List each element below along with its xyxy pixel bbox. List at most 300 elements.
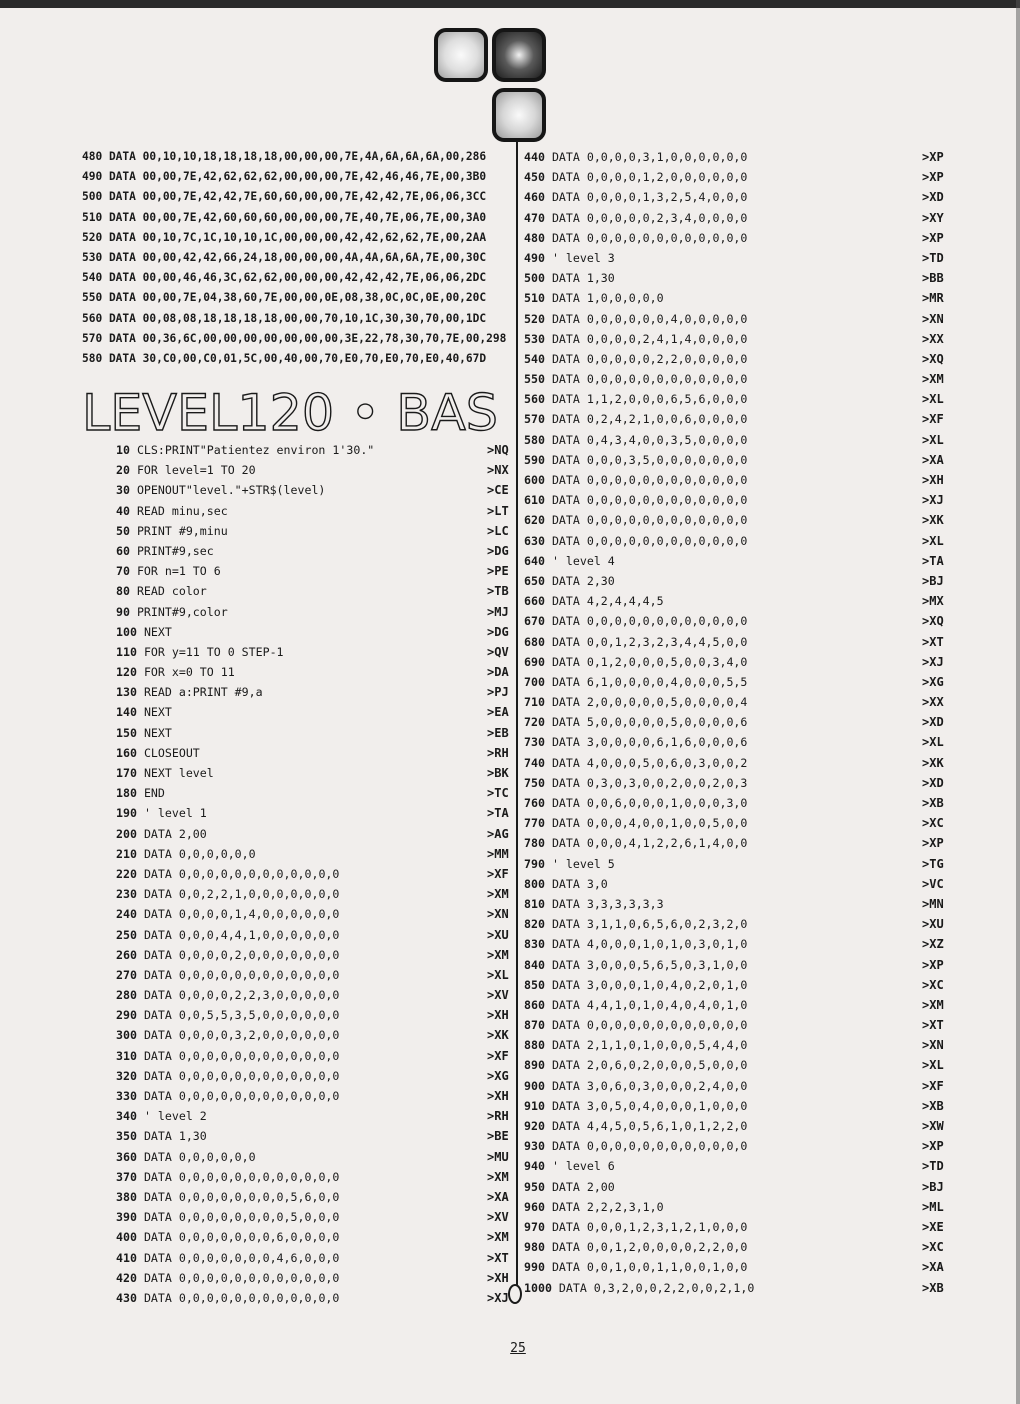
line-code: DATA 2,1,1,0,1,0,0,0,5,4,4,0 [551,1038,748,1053]
line-code: DATA 0,0,0,0,3,1,0,0,0,0,0,0 [551,150,748,164]
divider-end-loop [508,1284,522,1304]
line-number: 390 [116,1210,137,1225]
line-number: 640 [524,553,545,568]
line-code: DATA 0,0,0,0,0,0,0,0,0,0,0,0 [551,533,748,548]
code-line [524,1177,954,1197]
line-code: DATA 2,2,2,3,1,0 [551,1199,664,1214]
checksum: >BJ [922,573,944,588]
line-code: DATA 1,0,0,0,0,0 [551,291,664,306]
line-number: 420 [116,1270,137,1285]
line-number: 80 [116,584,130,599]
line-code: DATA 0,1,2,0,0,0,5,0,0,3,4,0 [551,654,748,669]
checksum: >XB [922,1280,944,1295]
line-code: FOR y=11 TO 0 STEP-1 [143,644,284,659]
line-number: 110 [116,644,137,659]
code-line [116,783,510,803]
line-number: 870 [524,1018,545,1033]
line-code: DATA 0,3,2,0,0,2,2,0,0,2,1,0 [558,1280,755,1295]
line-code: CLOSEOUT [143,745,200,760]
code-line [524,268,954,288]
code-line [524,591,954,611]
checksum: >XG [487,1068,509,1083]
checksum: >XH [922,473,944,487]
code-line [524,329,954,349]
code-line [524,248,954,268]
line-number: 940 [524,1159,545,1174]
line-number: 370 [116,1169,137,1184]
checksum: >TB [487,584,509,599]
checksum: >XL [922,1058,944,1073]
code-line [524,914,954,934]
checksum: >TG [922,856,944,871]
line-number: 570 [524,412,545,427]
line-code: DATA 0,0,0,0,0,0,0,0,5,0,0,0 [143,1210,340,1225]
checksum: >XV [487,1210,509,1225]
code-line [116,844,510,864]
checksum: >XV [487,988,509,1003]
line-number: 790 [524,856,545,871]
line-code: NEXT [143,624,172,639]
checksum: >XM [487,887,509,902]
code-line [524,531,954,551]
line-number: 240 [116,907,137,922]
line-number: 610 [524,493,545,508]
heading-text: LEVEL120 • BAS [82,386,498,434]
code-line [116,1147,510,1167]
checksum: >BE [487,1129,509,1144]
line-code: PRINT#9,sec [136,543,214,558]
line-code: DATA 0,0,0,0,0,0,0,0,0,0,0,0 [551,614,748,629]
code-line [116,723,510,743]
line-number: 920 [524,1119,545,1133]
code-line [116,1126,510,1146]
code-line [116,682,510,702]
line-code: DATA 0,0,0,0,0,2,3,4,0,0,0,0 [551,210,748,225]
checksum: >XY [922,210,944,225]
checksum: >XU [922,917,944,932]
line-number: 960 [524,1199,545,1214]
line-number: 290 [116,1008,137,1023]
line-code: DATA 4,2,4,4,4,5 [551,594,664,609]
code-line [524,288,954,308]
line-code: DATA 0,0,0,0,2,2,3,0,0,0,0,0 [143,988,340,1003]
line-number: 450 [524,170,545,185]
code-line [524,611,954,631]
line-number: 710 [524,695,545,710]
code-line [116,480,510,500]
code-line [524,813,954,833]
checksum: >MN [922,896,944,911]
code-line [116,1248,510,1268]
checksum: >XL [922,735,944,750]
code-line [116,642,510,662]
line-number: 20 [116,463,130,478]
line-number: 660 [524,594,545,609]
code-line [524,369,954,389]
line-number: 50 [116,523,130,538]
line-number: 490 [524,250,545,265]
code-line [524,349,954,369]
code-line [116,622,510,642]
checksum: >TA [922,553,944,568]
checksum: >XC [922,977,944,992]
line-code: DATA 3,0 [551,876,608,891]
checksum: >XL [922,533,944,548]
checksum: >XD [922,190,944,205]
line-number: 480 [524,230,545,245]
checksum: >RH [487,745,509,760]
line-number: 980 [524,1240,545,1255]
line-number: 560 [524,392,545,407]
checksum: >MR [922,291,944,306]
code-line [524,894,954,914]
checksum: >XM [922,997,944,1012]
line-code: DATA 0,0,0,0,0,0,0,0,0,0,0,0 [143,866,340,881]
checksum: >XB [922,796,944,810]
code-line [116,1207,510,1227]
line-code: DATA 0,0,0,0,0,0 [143,846,256,861]
line-code: DATA 0,0,0,0,1,3,2,5,4,0,0,0 [551,190,748,205]
line-number: 820 [524,917,545,932]
line-number: 890 [524,1058,545,1073]
line-code: DATA 0,0,0,0,0,0,0,6,0,0,0,0 [143,1230,340,1245]
code-line: 560 DATA 00,08,08,18,18,18,18,00,00,70,10,1C,30,30,70,00,1DC [82,311,487,325]
line-code: NEXT [143,705,172,720]
program-listing-left [116,440,510,1308]
code-line [116,521,510,541]
checksum: >XL [922,392,944,407]
line-code: DATA 0,0,0,0,0,0,0,0,5,6,0,0 [143,1189,340,1204]
line-code: ' level 4 [551,553,615,568]
line-number: 840 [524,957,545,972]
line-code: DATA 4,0,0,0,5,0,6,0,3,0,0,2 [551,755,748,770]
line-code: DATA 3,0,0,0,1,0,4,0,2,0,1,0 [551,977,748,992]
code-line [524,874,954,894]
line-number: 850 [524,977,545,992]
line-number: 310 [116,1048,137,1063]
checksum: >XK [922,755,944,770]
checksum: >XE [922,1219,944,1234]
line-number: 250 [116,927,137,942]
code-line: 510 DATA 00,00,7E,42,60,60,60,00,00,00,7E,40,7E,06,7E,00,3A0 [82,210,487,224]
line-code: FOR n=1 TO 6 [136,564,221,579]
code-line: 500 DATA 00,00,7E,42,42,7E,60,60,00,00,7E,42,42,7E,06,06,3CC [82,190,487,204]
code-line [524,510,954,530]
line-number: 760 [524,796,545,810]
line-number: 330 [116,1089,137,1103]
decor-square-dark [492,28,546,82]
checksum: >NQ [487,443,509,457]
code-line [116,824,510,844]
line-code: DATA 0,0,0,0,0,0,0,0,0,0,0,0 [551,1139,748,1154]
code-line [524,470,954,490]
line-code: ' level 2 [143,1109,207,1124]
page-edge [1016,0,1020,1404]
line-code: DATA 0,0,0,0,0,0 [143,1149,256,1164]
checksum: >TC [487,786,509,801]
checksum: >MM [487,846,509,861]
line-code: DATA 0,0,0,0,0,0,0,0,0,0,0,0 [551,513,748,528]
code-line [524,430,954,450]
checksum: >XC [922,816,944,831]
code-line [524,551,954,571]
checksum: >VC [922,876,944,891]
line-code: DATA 4,0,0,0,1,0,1,0,3,0,1,0 [551,937,748,952]
code-line [524,187,954,207]
line-number: 460 [524,190,545,205]
line-number: 10 [116,443,130,457]
line-number: 210 [116,846,137,861]
line-code: END [143,786,165,801]
code-line [524,1136,954,1156]
line-code: DATA 3,0,5,0,4,0,0,0,1,0,0,0 [551,1098,748,1113]
line-number: 860 [524,997,545,1012]
checksum: >XN [922,311,944,326]
checksum: >TD [922,1159,944,1174]
column-divider [516,142,518,1292]
line-code: DATA 0,0,0,0,0,0,0,0,0,0,0,0 [551,230,748,245]
line-code: DATA 2,0,6,0,2,0,0,0,5,0,0,0 [551,1058,748,1073]
line-number: 970 [524,1219,545,1234]
code-line [116,1227,510,1247]
line-number: 220 [116,866,137,881]
line-number: 40 [116,503,130,518]
line-code: DATA 0,0,0,0,0,0,0,0,0,0,0,0 [143,1048,340,1063]
line-number: 410 [116,1250,137,1265]
code-line [524,228,954,248]
checksum: >NX [487,463,509,478]
code-line [116,1046,510,1066]
checksum: >XX [922,695,944,710]
line-code: DATA 0,0,0,0,0,0,4,0,0,0,0,0 [551,311,748,326]
code-line [524,1278,954,1298]
checksum: >EA [487,705,509,720]
line-number: 100 [116,624,137,639]
line-code: DATA 0,0,0,3,5,0,0,0,0,0,0,0 [551,452,748,467]
code-line: 530 DATA 00,00,42,42,66,24,18,00,00,00,4A,4A,6A,6A,7E,00,30C [82,250,487,264]
checksum: >TD [922,250,944,265]
line-code: DATA 1,1,2,0,0,0,6,5,6,0,0,0 [551,392,748,407]
line-number: 590 [524,452,545,467]
line-code: DATA 0,0,6,0,0,0,1,0,0,0,3,0 [551,796,748,810]
code-line [524,389,954,409]
code-line [524,1116,954,1136]
checksum: >PJ [487,685,509,700]
line-number: 690 [524,654,545,669]
code-line [524,793,954,813]
line-code: DATA 0,0,0,0,0,0,0,0,0,0,0,0 [551,473,748,487]
line-code: DATA 0,0,0,0,0,0,0,4,6,0,0,0 [143,1250,340,1265]
line-number: 800 [524,876,545,891]
line-number: 730 [524,735,545,750]
line-code: READ minu,sec [136,503,228,518]
checksum: >XL [487,967,509,982]
checksum: >XL [922,432,944,447]
line-number: 470 [524,210,545,225]
checksum: >XM [922,372,944,387]
checksum: >MX [922,594,944,609]
line-number: 120 [116,665,137,680]
checksum: >XF [922,412,944,427]
line-number: 440 [524,150,545,164]
line-number: 130 [116,685,137,700]
checksum: >XZ [922,937,944,952]
checksum: >AG [487,826,509,841]
code-line [524,309,954,329]
checksum: >XT [487,1250,509,1265]
checksum: >BK [487,766,509,780]
checksum: >MU [487,1149,509,1164]
checksum: >XH [487,1089,509,1103]
code-line [116,1167,510,1187]
decor-square-light [434,28,488,82]
checksum: >TA [487,806,509,821]
checksum: >XW [922,1119,944,1133]
line-code: NEXT [143,725,172,740]
code-line [524,490,954,510]
line-number: 500 [524,271,545,286]
code-line [524,1015,954,1035]
code-line [524,773,954,793]
line-number: 540 [524,351,545,366]
code-line [524,1237,954,1257]
line-code: DATA 0,0,1,0,0,1,1,0,0,1,0,0 [551,1260,748,1275]
code-line [116,884,510,904]
checksum: >LT [487,503,509,518]
line-number: 300 [116,1028,137,1043]
line-code: ' level 3 [551,250,615,265]
checksum: >QV [487,644,509,659]
checksum: >DA [487,665,509,680]
line-number: 280 [116,988,137,1003]
checksum: >XT [922,634,944,649]
line-code: DATA 0,2,4,2,1,0,0,6,0,0,0,0 [551,412,748,427]
line-code: FOR level=1 TO 20 [136,463,256,478]
line-code: DATA 0,0,0,1,2,3,1,2,1,0,0,0 [551,1219,748,1234]
checksum: >XK [487,1028,509,1043]
line-number: 200 [116,826,137,841]
line-number: 510 [524,291,545,306]
code-line: 480 DATA 00,10,10,18,18,18,18,00,00,00,7E,4A,6A,6A,6A,00,286 [82,150,487,163]
line-number: 780 [524,836,545,851]
code-line [116,1086,510,1106]
code-line [524,732,954,752]
line-code: DATA 0,0,0,0,0,0,0,0,0,0,0,0 [143,1089,340,1103]
checksum: >XM [487,1230,509,1245]
line-number: 550 [524,372,545,387]
line-number: 750 [524,775,545,790]
line-number: 160 [116,745,137,760]
code-line [116,1187,510,1207]
line-code: DATA 2,30 [551,573,615,588]
line-code: ' level 1 [143,806,207,821]
code-line [524,712,954,732]
code-line [524,1197,954,1217]
code-line [524,167,954,187]
line-code: READ color [136,584,207,599]
checksum: >XP [922,230,944,245]
line-number: 70 [116,564,130,579]
line-code: DATA 2,00 [551,1179,615,1194]
code-line [116,985,510,1005]
checksum: >XP [922,957,944,972]
line-number: 680 [524,634,545,649]
checksum: >XA [487,1189,509,1204]
line-code: DATA 1,30 [551,271,615,286]
checksum: >XP [922,1139,944,1154]
line-number: 190 [116,806,137,821]
code-line [524,147,954,167]
line-code: DATA 0,0,0,0,0,0,0,0,0,0,0,0 [143,1068,340,1083]
line-number: 170 [116,766,137,780]
code-line [524,652,954,672]
code-line [116,602,510,622]
line-number: 900 [524,1078,545,1093]
line-code: FOR x=0 TO 11 [143,665,235,680]
line-number: 930 [524,1139,545,1154]
checksum: >DG [487,543,509,558]
line-code: DATA 0,0,0,0,0,2,2,0,0,0,0,0 [551,351,748,366]
code-line [116,1066,510,1086]
line-number: 60 [116,543,130,558]
checksum: >RH [487,1109,509,1124]
line-code: PRINT #9,minu [136,523,228,538]
line-code: DATA 2,00 [143,826,207,841]
checksum: >XM [487,1169,509,1184]
line-code: DATA 3,0,6,0,3,0,0,0,2,4,0,0 [551,1078,748,1093]
line-number: 630 [524,533,545,548]
code-line [116,803,510,823]
line-number: 320 [116,1068,137,1083]
code-line [524,632,954,652]
line-code: PRINT#9,color [136,604,228,619]
checksum: >XF [487,866,509,881]
code-line [524,692,954,712]
checksum: >DG [487,624,509,639]
line-number: 770 [524,816,545,831]
line-code: DATA 0,0,0,0,2,0,0,0,0,0,0,0 [143,947,340,962]
code-line: 550 DATA 00,00,7E,04,38,60,7E,00,00,0E,08,38,0C,0C,0E,00,20C [82,291,487,305]
checksum: >XC [922,1240,944,1255]
code-line [116,925,510,945]
line-code: DATA 4,4,5,0,5,6,1,0,1,2,2,0 [551,1119,748,1133]
top-border [0,0,1020,8]
code-line [116,581,510,601]
code-line [524,1035,954,1055]
line-number: 270 [116,967,137,982]
line-code: ' level 5 [551,856,615,871]
line-code: OPENOUT"level."+STR$(level) [136,483,326,498]
line-code: DATA 3,1,1,0,6,5,6,0,2,3,2,0 [551,917,748,932]
code-line [116,864,510,884]
line-code: DATA 0,0,0,4,1,2,2,6,1,4,0,0 [551,836,748,851]
code-line [116,945,510,965]
checksum: >EB [487,725,509,740]
line-number: 740 [524,755,545,770]
code-line [524,753,954,773]
line-number: 340 [116,1109,137,1124]
code-line [116,1106,510,1126]
code-line [116,541,510,561]
code-line [116,965,510,985]
line-number: 400 [116,1230,137,1245]
checksum: >LC [487,523,509,538]
line-number: 430 [116,1290,137,1305]
line-code: DATA 0,0,0,0,2,4,1,4,0,0,0,0 [551,331,748,346]
checksum: >XT [922,1018,944,1033]
code-line: 520 DATA 00,10,7C,1C,10,10,1C,00,00,00,42,42,62,62,7E,00,2AA [82,230,487,244]
code-line: 580 DATA 30,C0,00,C0,01,5C,00,40,00,70,E0,70,E0,70,E0,40,67D [82,351,487,365]
